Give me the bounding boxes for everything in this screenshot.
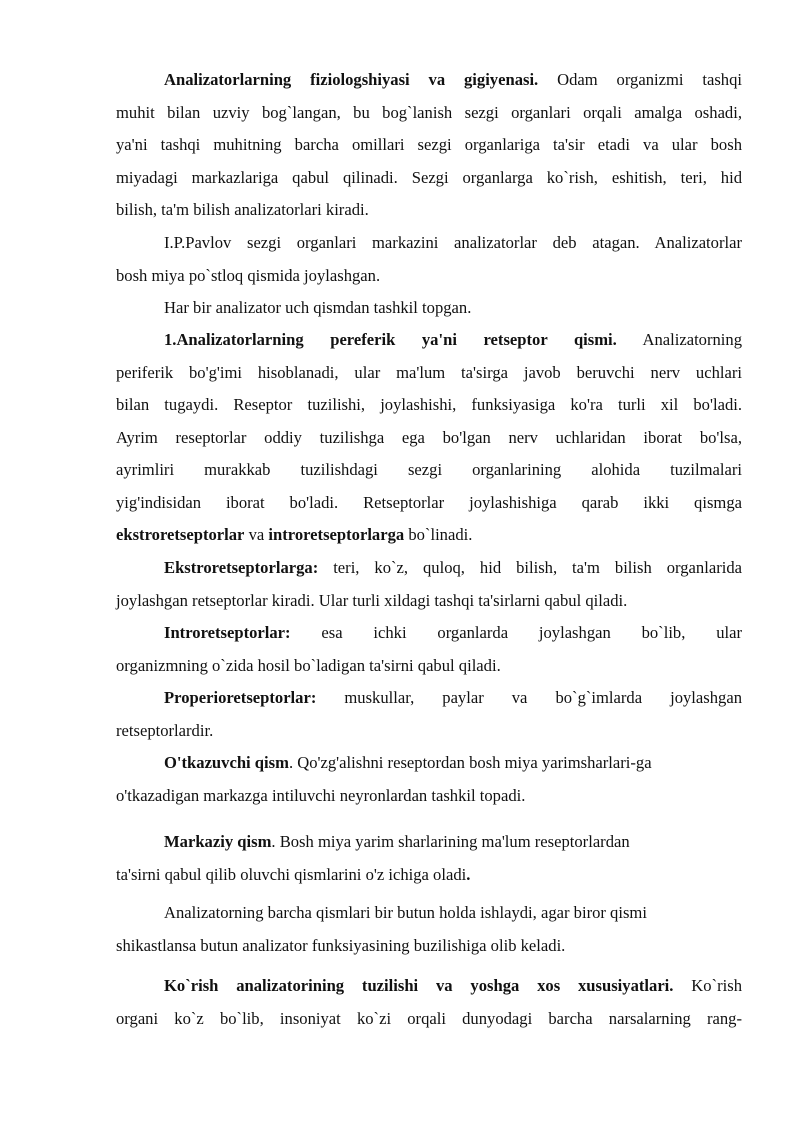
paragraph-proprioceptors bbox=[116, 682, 742, 747]
text-line: muhit bilan uzviy bog`langan, bu bog`lanish sezgi organlari orqali amalga oshadi, bbox=[116, 102, 742, 122]
paragraph-analyzers-physiology bbox=[116, 64, 742, 227]
term-interoceptors: introretseptorlarga bbox=[268, 525, 405, 544]
paragraph-exteroceptors bbox=[116, 552, 742, 617]
paragraph-visual-analyzer bbox=[116, 970, 742, 1035]
text-line: Har bir analizator uch qismdan tashkil topgan. bbox=[164, 298, 472, 317]
text-line: I.P.Pavlov sezgi organlari markazini analizatorlar deb atagan. Analizatorlar bbox=[164, 233, 742, 252]
text-line: Analizatorning barcha qismlari bir butun holda ishlaydi, agar biror qismi bbox=[164, 903, 647, 922]
paragraph-whole-analyzer bbox=[116, 897, 742, 962]
term-heading: Introretseptorlar: bbox=[164, 623, 291, 642]
paragraph-conducting-part bbox=[116, 747, 742, 812]
paragraph-central-part bbox=[116, 826, 742, 891]
term-heading: Markaziy qism bbox=[164, 832, 272, 851]
text-line: o'tkazadigan markazga intiluvchi neyronlardan tashkil topadi. bbox=[116, 785, 526, 805]
text-line: shikastlansa butun analizator funksiyasining buzilishiga olib keladi. bbox=[116, 935, 566, 955]
text-line: organi ko`z bo`lib, insoniyat ko`zi orqali dunyodagi barcha narsalarning rang- bbox=[116, 1008, 742, 1028]
text-line: Ko`rish analizatorining tuzilishi va yoshga xos xususiyatlari. Ko`rish bbox=[164, 976, 742, 995]
term-heading: Ekstroretseptorlarga: bbox=[164, 558, 319, 577]
text-line: organizmning o`zida hosil bo`ladigan ta'sirni qabul qiladi. bbox=[116, 655, 501, 675]
term-heading: Properioretseptorlar: bbox=[164, 688, 317, 707]
section-heading: 1.Analizatorlarning pereferik ya'ni retseptor qismi. bbox=[164, 330, 617, 349]
text-line: bilan tugaydi. Reseptor tuzilishi, joylashishi, funksiyasiga ko'ra turli xil bo'ladi. bbox=[116, 395, 742, 414]
text-line: ta'sirni qabul qilib oluvchi qismlarini o'z ichiga oladi. bbox=[116, 864, 471, 884]
text-line: Ekstroretseptorlarga: teri, ko`z, quloq, hid bilish, ta'm bilish organlarida bbox=[164, 558, 742, 577]
text-line: yig'indisidan iborat bo'ladi. Retseptorlar joylashishiga qarab ikki qismga bbox=[116, 492, 742, 512]
text-line: Analizatorlarning fiziologshiyasi va gigiyenasi. Odam organizmi tashqi bbox=[164, 70, 742, 89]
text-line: ya'ni tashqi muhitning barcha omillari sezgi organlariga ta'sir etadi va ular bosh bbox=[116, 135, 742, 154]
text-line: Ayrim reseptorlar oddiy tuzilishga ega bo'lgan nerv uchlaridan iborat bo'lsa, bbox=[116, 427, 742, 447]
text-line: O'tkazuvchi qism. Qo'zg'alishni reseptordan bosh miya yarimsharlari-ga bbox=[164, 753, 652, 772]
text-line: ayrimliri murakkab tuzilishdagi sezgi organlarining alohida tuzilmalari bbox=[116, 460, 742, 479]
text-line: Properioretseptorlar: muskullar, paylar va bo`g`imlarda joylashgan bbox=[164, 688, 742, 707]
text-line: Markaziy qism. Bosh miya yarim sharlarining ma'lum reseptorlardan bbox=[164, 832, 630, 851]
paragraph-receptor-part bbox=[116, 324, 742, 552]
term-exteroceptors: ekstroretseptorlar bbox=[116, 525, 245, 544]
text-line: miyadagi markazlariga qabul qilinadi. Sezgi organlarga ko`rish, eshitish, teri, hid bbox=[116, 167, 742, 187]
text-line: bosh miya po`stloq qismida joylashgan. bbox=[116, 265, 381, 285]
text-line: retseptorlardir. bbox=[116, 720, 214, 740]
text-line: bilish, ta'm bilish analizatorlari kiradi. bbox=[116, 200, 369, 219]
paragraph-pavlov bbox=[116, 227, 742, 292]
paragraph-interoceptors bbox=[116, 617, 742, 682]
section-heading: Ko`rish analizatorining tuzilishi va yoshga xos xususiyatlari. bbox=[164, 976, 674, 995]
paragraph-three-parts bbox=[116, 292, 742, 325]
text-line: periferik bo'g'imi hisoblanadi, ular ma'lum ta'sirga javob beruvchi nerv uchlari bbox=[116, 362, 742, 382]
section-heading: Analizatorlarning fiziologshiyasi va gigiyenasi. bbox=[164, 70, 539, 89]
term-heading: O'tkazuvchi qism bbox=[164, 753, 289, 772]
text-line: ekstroretseptorlar va introretseptorlarga bo`linadi. bbox=[116, 525, 473, 544]
text-line: joylashgan retseptorlar kiradi. Ular turli xildagi tashqi ta'sirlarni qabul qiladi. bbox=[116, 590, 628, 610]
text-line: 1.Analizatorlarning pereferik ya'ni retseptor qismi. Analizatorning bbox=[164, 330, 742, 349]
text-line: Introretseptorlar: esa ichki organlarda joylashgan bo`lib, ular bbox=[164, 623, 742, 642]
